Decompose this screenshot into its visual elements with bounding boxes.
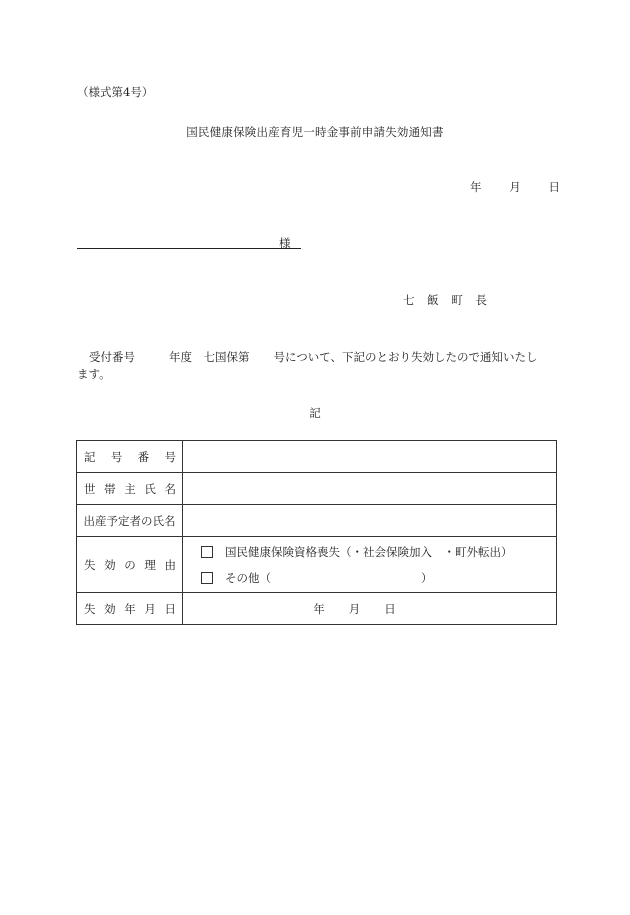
symbol-number-label: 記 号 番 号: [77, 441, 183, 473]
reason-option-2-prefix: その他（: [225, 570, 271, 585]
reason-options: [183, 537, 557, 593]
checkbox-other[interactable]: [201, 572, 213, 584]
sender-char: 七: [403, 293, 415, 307]
body-line-1: [77, 349, 557, 366]
reason-option-2[interactable]: [201, 565, 556, 591]
ki-heading: 記: [309, 406, 321, 420]
sender-title: [403, 292, 487, 308]
reason-option-1[interactable]: [201, 539, 556, 565]
expiry-month: 月: [348, 601, 361, 616]
sender-char: 町: [451, 293, 463, 307]
table-row: [77, 441, 557, 473]
reason-option-2-suffix: ）: [421, 570, 433, 585]
details-table: [76, 440, 557, 625]
symbol-number-value[interactable]: [183, 441, 557, 473]
sender-char: 長: [475, 293, 487, 307]
body-paragraph: [77, 349, 557, 383]
table-row: [77, 537, 557, 593]
table-row: [77, 505, 557, 537]
expiry-date-label: 失 効 年 月 日: [77, 593, 183, 625]
table-row: [77, 593, 557, 625]
body-line-2: ます。: [77, 367, 111, 381]
sender-char: 飯: [427, 293, 439, 307]
table-row: [77, 473, 557, 505]
fiscal-year-text: 年度 七国保第: [169, 350, 250, 364]
expiry-day: 日: [384, 601, 396, 616]
checkbox-qualification-loss[interactable]: [201, 546, 213, 558]
householder-name-label: 世 帯 主 氏 名: [77, 473, 183, 505]
addressee-suffix: 様: [279, 236, 291, 250]
form-number: （様式第4号）: [77, 85, 154, 99]
expectant-name-value[interactable]: [183, 505, 557, 537]
issue-date: [470, 179, 560, 195]
reason-label: 失 効 の 理 由: [77, 537, 183, 593]
expiry-year: 年: [313, 601, 325, 616]
reason-option-1-label: 国民健康保険資格喪失（・社会保険加入 ・町外転出）: [225, 544, 513, 559]
document-title: 国民健康保険出産育児一時金事前申請失効通知書: [186, 125, 444, 139]
receipt-number-label: 受付番号: [89, 350, 135, 364]
expiry-date-value[interactable]: [183, 593, 557, 625]
notice-text: 号について、下記のとおり失効したので通知いたし: [273, 350, 538, 364]
addressee-underline: [77, 248, 301, 249]
date-day: 日: [548, 180, 560, 194]
expectant-name-label: 出産予定者の氏名: [77, 505, 183, 537]
date-month: 月: [509, 180, 521, 194]
householder-name-value[interactable]: [183, 473, 557, 505]
date-year: 年: [470, 180, 482, 194]
